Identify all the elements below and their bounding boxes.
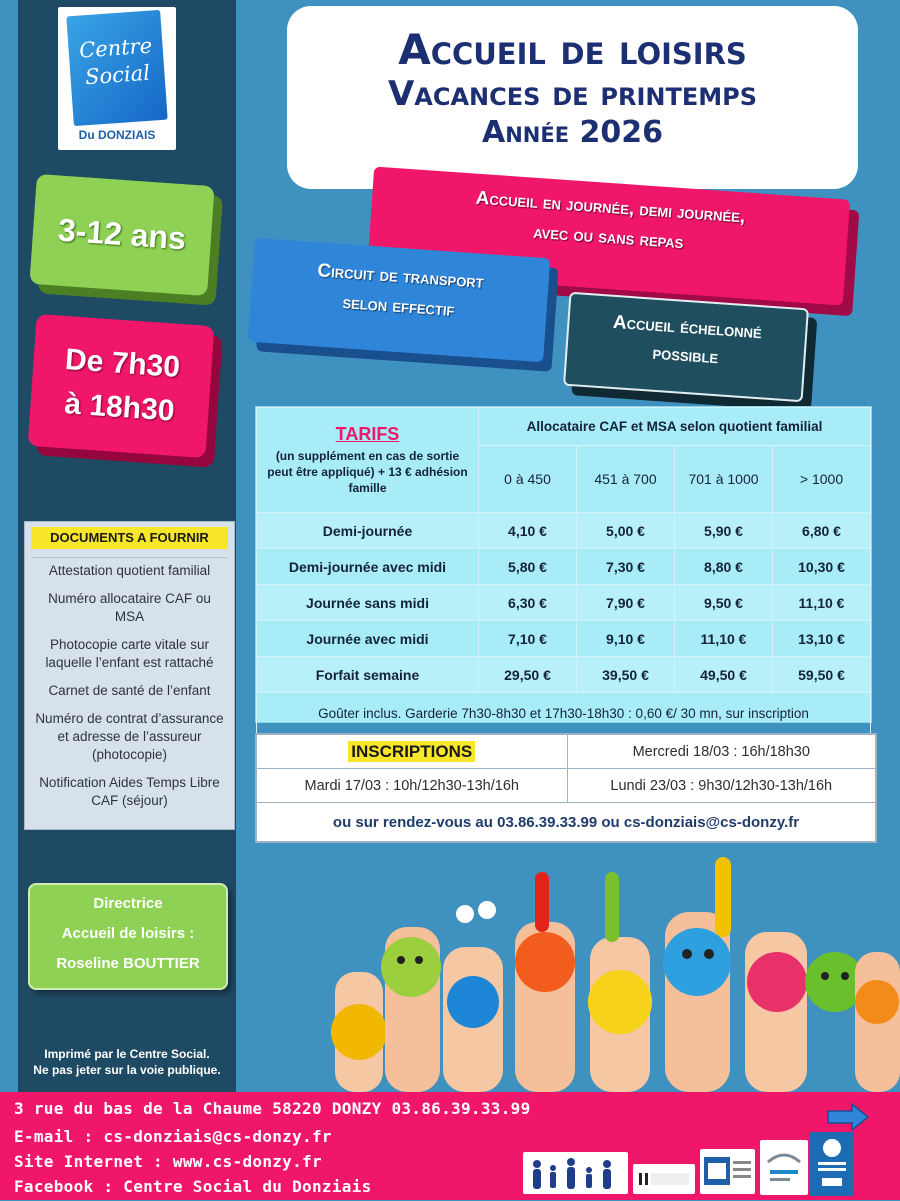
inscriptions-table xyxy=(255,733,877,843)
banner-line: avec ou sans repas xyxy=(532,221,685,254)
tarifs-title-cell xyxy=(257,408,479,513)
row-label: Demi-journée avec midi xyxy=(257,549,479,585)
title-card xyxy=(287,6,858,189)
table-row xyxy=(257,803,876,842)
family-icon xyxy=(523,1152,628,1194)
logo-subtitle: Du DONZIAIS xyxy=(78,128,156,142)
tarifs-footnote: Goûter inclus. Garderie 7h30-8h30 et 17h30-18h30 : 0,60 €/ 30 mn, sur inscription xyxy=(257,693,871,736)
banner-transport xyxy=(248,238,551,362)
centre-social-logo xyxy=(58,7,176,150)
price-cell: 39,50 € xyxy=(577,657,675,693)
divider xyxy=(31,557,228,558)
msa-logo xyxy=(700,1149,755,1194)
hours-line2: à 18h30 xyxy=(63,387,176,428)
page-year: Année 2026 xyxy=(482,115,663,150)
director-service: Accueil de loisirs : xyxy=(61,925,195,942)
table-footnote-row xyxy=(257,693,871,736)
caf-logo xyxy=(810,1132,854,1196)
price-cell: 49,50 € xyxy=(675,657,773,693)
hours-line1: De 7h30 xyxy=(64,343,182,385)
documents-panel xyxy=(24,521,235,830)
table-row xyxy=(257,585,871,621)
printed-line2: Ne pas jeter sur la voie publique. xyxy=(33,1063,221,1077)
row-label: Demi-journée xyxy=(257,513,479,549)
table-row xyxy=(257,657,871,693)
price-cell: 5,90 € xyxy=(675,513,773,549)
logo-tile xyxy=(66,10,167,126)
price-cell: 29,50 € xyxy=(479,657,577,693)
footer-email[interactable]: E-mail : cs-donziais@cs-donzy.fr xyxy=(14,1127,332,1146)
price-cell: 6,30 € xyxy=(479,585,577,621)
arrow-right-icon[interactable] xyxy=(826,1103,870,1131)
table-row xyxy=(257,621,871,657)
price-cell: 10,30 € xyxy=(773,549,871,585)
table-row xyxy=(257,513,871,549)
logo-line1: Centre xyxy=(78,33,153,63)
tarifs-note: (un supplément en cas de sortie peut être appliqué) + 13 € adhésion famille xyxy=(267,449,468,495)
hand xyxy=(331,972,387,1092)
document-item: Numéro allocataire CAF ou MSA xyxy=(48,591,211,624)
price-cell: 59,50 € xyxy=(773,657,871,693)
director-role: Directrice xyxy=(93,895,163,912)
printed-line1: Imprimé par le Centre Social. xyxy=(44,1047,210,1061)
price-cell: 6,80 € xyxy=(773,513,871,549)
documents-list xyxy=(25,562,234,810)
price-cell: 13,10 € xyxy=(773,621,871,657)
column-header: 0 à 450 xyxy=(479,445,577,513)
group-header: Allocataire CAF et MSA selon quotient familial xyxy=(479,408,871,446)
hands-illustration xyxy=(315,852,900,1092)
inscriptions-title-cell xyxy=(257,735,568,769)
printed-notice xyxy=(18,1046,236,1078)
banner-line: possible xyxy=(651,342,719,369)
banner-accueil-echelonne xyxy=(563,292,809,403)
price-cell: 4,10 € xyxy=(479,513,577,549)
hours-badge xyxy=(28,314,215,458)
footer-facebook[interactable]: Facebook : Centre Social du Donziais xyxy=(14,1177,372,1196)
footer-address: 3 rue du bas de la Chaume 58220 DONZY 03.86.39.33.99 xyxy=(14,1099,531,1118)
price-cell: 9,50 € xyxy=(675,585,773,621)
document-item: Notification Aides Temps Libre CAF (séjour) xyxy=(39,775,220,808)
table-row xyxy=(257,735,876,769)
row-label: Forfait semaine xyxy=(257,657,479,693)
nievre-icon xyxy=(633,1164,695,1194)
inscriptions-title: INSCRIPTIONS xyxy=(348,741,475,762)
price-cell: 8,80 € xyxy=(675,549,773,585)
hand xyxy=(381,927,441,1092)
hand xyxy=(745,932,865,1092)
column-header: 451 à 700 xyxy=(577,445,675,513)
column-header: 701 à 1000 xyxy=(675,445,773,513)
banner-line: Accueil en journée, demi journée, xyxy=(475,187,746,228)
director-name: Roseline BOUTTIER xyxy=(56,955,200,972)
footer-website[interactable]: Site Internet : www.cs-donzy.fr xyxy=(14,1152,322,1171)
hand xyxy=(515,872,575,1092)
document-item: Carnet de santé de l’enfant xyxy=(48,683,211,698)
hand xyxy=(443,901,503,1092)
caf-icon xyxy=(810,1132,854,1196)
inscription-slot: Mercredi 18/03 : 16h/18h30 xyxy=(567,735,876,769)
table-row xyxy=(257,549,871,585)
banner-line: Accueil échelonné xyxy=(612,311,763,344)
page-title: Accueil de loisirs xyxy=(398,25,747,74)
tarifs-table xyxy=(255,406,872,723)
footer xyxy=(0,1092,900,1200)
price-cell: 7,10 € xyxy=(479,621,577,657)
row-label: Journée sans midi xyxy=(257,585,479,621)
row-label: Journée avec midi xyxy=(257,621,479,657)
table-header-row xyxy=(257,408,871,446)
banner-line: selon effectif xyxy=(341,292,456,321)
coeur-de-loire-logo xyxy=(760,1140,808,1195)
document-item: Photocopie carte vitale sur laquelle l’enfant est rattaché xyxy=(45,637,214,670)
nievre-logo xyxy=(633,1164,695,1194)
price-cell: 9,10 € xyxy=(577,621,675,657)
hand xyxy=(855,952,900,1092)
inscriptions-contact: ou sur rendez-vous au 03.86.39.33.99 ou cs-donziais@cs-donzy.fr xyxy=(257,803,876,842)
hand xyxy=(663,857,731,1092)
banner-line: Circuit de transport xyxy=(316,260,485,293)
inscription-slot: Lundi 23/03 : 9h30/12h30-13h/16h xyxy=(567,769,876,803)
table-row xyxy=(257,769,876,803)
logo-line2: Social xyxy=(84,60,151,90)
page-subtitle: Vacances de printemps xyxy=(387,74,758,114)
inscription-slot: Mardi 17/03 : 10h/12h30-13h/16h xyxy=(257,769,568,803)
tarifs-title: TARIFS xyxy=(335,424,400,444)
director-box xyxy=(28,883,228,990)
price-cell: 7,90 € xyxy=(577,585,675,621)
hand xyxy=(588,872,652,1092)
price-cell: 11,10 € xyxy=(773,585,871,621)
price-cell: 5,80 € xyxy=(479,549,577,585)
documents-title: DOCUMENTS A FOURNIR xyxy=(31,527,228,549)
price-cell: 5,00 € xyxy=(577,513,675,549)
msa-icon xyxy=(700,1149,755,1194)
coeur-de-loire-icon xyxy=(760,1140,808,1195)
document-item: Attestation quotient familial xyxy=(48,563,211,578)
column-header: > 1000 xyxy=(773,445,871,513)
document-item: Numéro de contrat d’assurance et adresse de l’assureur (photocopie) xyxy=(35,711,224,762)
price-cell: 11,10 € xyxy=(675,621,773,657)
family-logo xyxy=(523,1152,628,1194)
price-cell: 7,30 € xyxy=(577,549,675,585)
age-badge: 3-12 ans xyxy=(29,174,214,296)
